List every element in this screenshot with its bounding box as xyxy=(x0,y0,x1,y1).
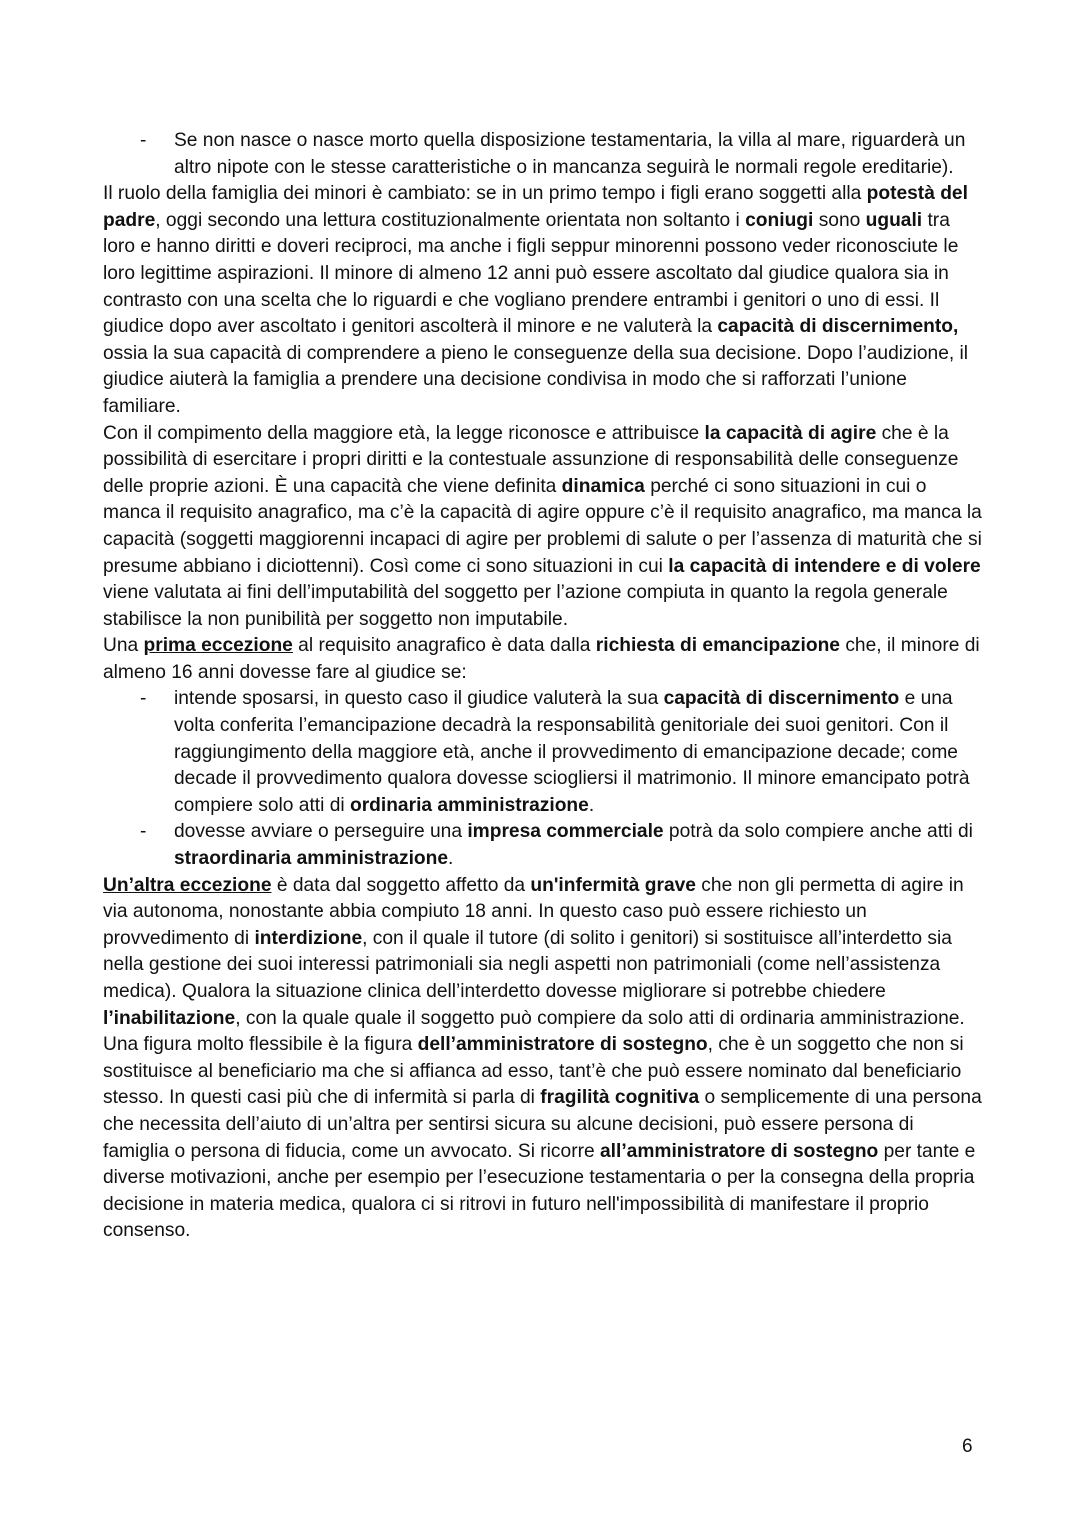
paragraph-first-exception: Una prima eccezione al requisito anagrafico è data dalla richiesta di emancipazione che, il minore di almeno 16 anni dovesse fare al giudice se: xyxy=(103,635,980,683)
page-number: 6 xyxy=(962,1436,973,1457)
document-page xyxy=(103,128,983,1245)
list-item: - Se non nasce o nasce morto quella disposizione testamentaria, la villa al mare, riguarderà un altro nipote con le stesse caratteristiche o in mancanza seguirà le normali regole ereditarie). xyxy=(103,128,983,181)
paragraph-family-role: Il ruolo della famiglia dei minori è cambiato: se in un primo tempo i figli erano soggetti alla potestà del padre, oggi secondo una lettura costituzionalmente orientata non soltanto i coniugi sono uguali tra loro e hanno diritti e doveri reciproci, ma anche i figli seppur minorenni possono veder riconosciute le loro legittime aspirazioni. Il minore di almeno 12 anni può essere ascoltato dal giudice qualora sia in contrasto con una scelta che lo riguardi e che vogliano prendere entrambi i genitori o uno di essi. Il giudice dopo aver ascoltato i genitori ascolterà il minore e ne valuterà la capacità di discernimento, ossia la sua capacità di comprendere a pieno le conseguenze della sua decisione. Dopo l’audizione, il giudice aiuterà la famiglia a prendere una decisione condivisa in modo che si rafforzati l’unione familiare. xyxy=(103,183,969,417)
paragraph-support-administrator: Una figura molto flessibile è la figura dell’amministratore di sostegno, che è un soggetto che non si sostituisce al beneficiario ma che si affianca ad esso, tant’è che può essere nominato dal beneficiario stesso. In questi casi più che di infermità si parla di fragilità cognitiva o semplicemente di una persona che necessita dell’aiuto di un’altra per sentirsi sicura su alcune decisioni, può essere persona di famiglia o persona di fiducia, come un avvocato. Si ricorre all’amministratore di sostegno per tante e diverse motivazioni, anche per esempio per l’esecuzione testamentaria o per la consegna della propria decisione in materia medica, qualora ci si ritrovi in futuro nell'impossibilità di manifestare il proprio consenso. xyxy=(103,1034,982,1242)
top-bullet-list xyxy=(103,128,983,181)
paragraph-second-exception: Un’altra eccezione è data dal soggetto affetto da un'infermità grave che non gli permetta di agire in via autonoma, nonostante abbia compiuto 18 anni. In questo caso può essere richiesto un provvedimento di interdizione, con il quale il tutore (di solito i genitori) si sostituisce all’interdetto sia nella gestione dei suoi interessi patrimoniali sia negli aspetti non patrimoniali (come nell’assistenza medica). Qualora la situazione clinica dell’interdetto dovesse migliorare si potrebbe chiedere l’inabilitazione, con la quale quale il soggetto può compiere da solo atti di ordinaria amministrazione. xyxy=(103,874,965,1029)
emancipation-bullet-list xyxy=(103,686,983,872)
list-item: - intende sposarsi, in questo caso il giudice valuterà la sua capacità di discernimento e una volta conferita l’emancipazione decadrà la responsabilità genitoriale dei suoi genitori. Con il raggiungimento della maggiore età, anche il provvedimento di emancipazione decade; come decade il provvedimento qualora dovesse sciogliersi il matrimonio. Il minore emancipato potrà compiere solo atti di ordinaria amministrazione. xyxy=(103,686,983,819)
list-item: - dovesse avviare o perseguire una impresa commerciale potrà da solo compiere anche atti di straordinaria amministrazione. xyxy=(103,819,983,872)
paragraph-capacity-to-act: Con il compimento della maggiore età, la legge riconosce e attribuisce la capacità di agire che è la possibilità di esercitare i propri diritti e la contestuale assunzione di responsabilità delle conseguenze delle proprie azioni. È una capacità che viene definita dinamica perché ci sono situazioni in cui o manca il requisito anagrafico, ma c’è la capacità di agire oppure c’è il requisito anagrafico, ma manca la capacità (soggetti maggiorenni incapaci di agire per problemi di salute o per l’assenza di maturità che si presume abbiano i diciottenni). Così come ci sono situazioni in cui la capacità di intendere e di volere viene valutata ai fini dell’imputabilità del soggetto per l’azione compiuta in quanto la regola generale stabilisce la non punibilità per soggetto non imputabile. xyxy=(103,422,982,630)
